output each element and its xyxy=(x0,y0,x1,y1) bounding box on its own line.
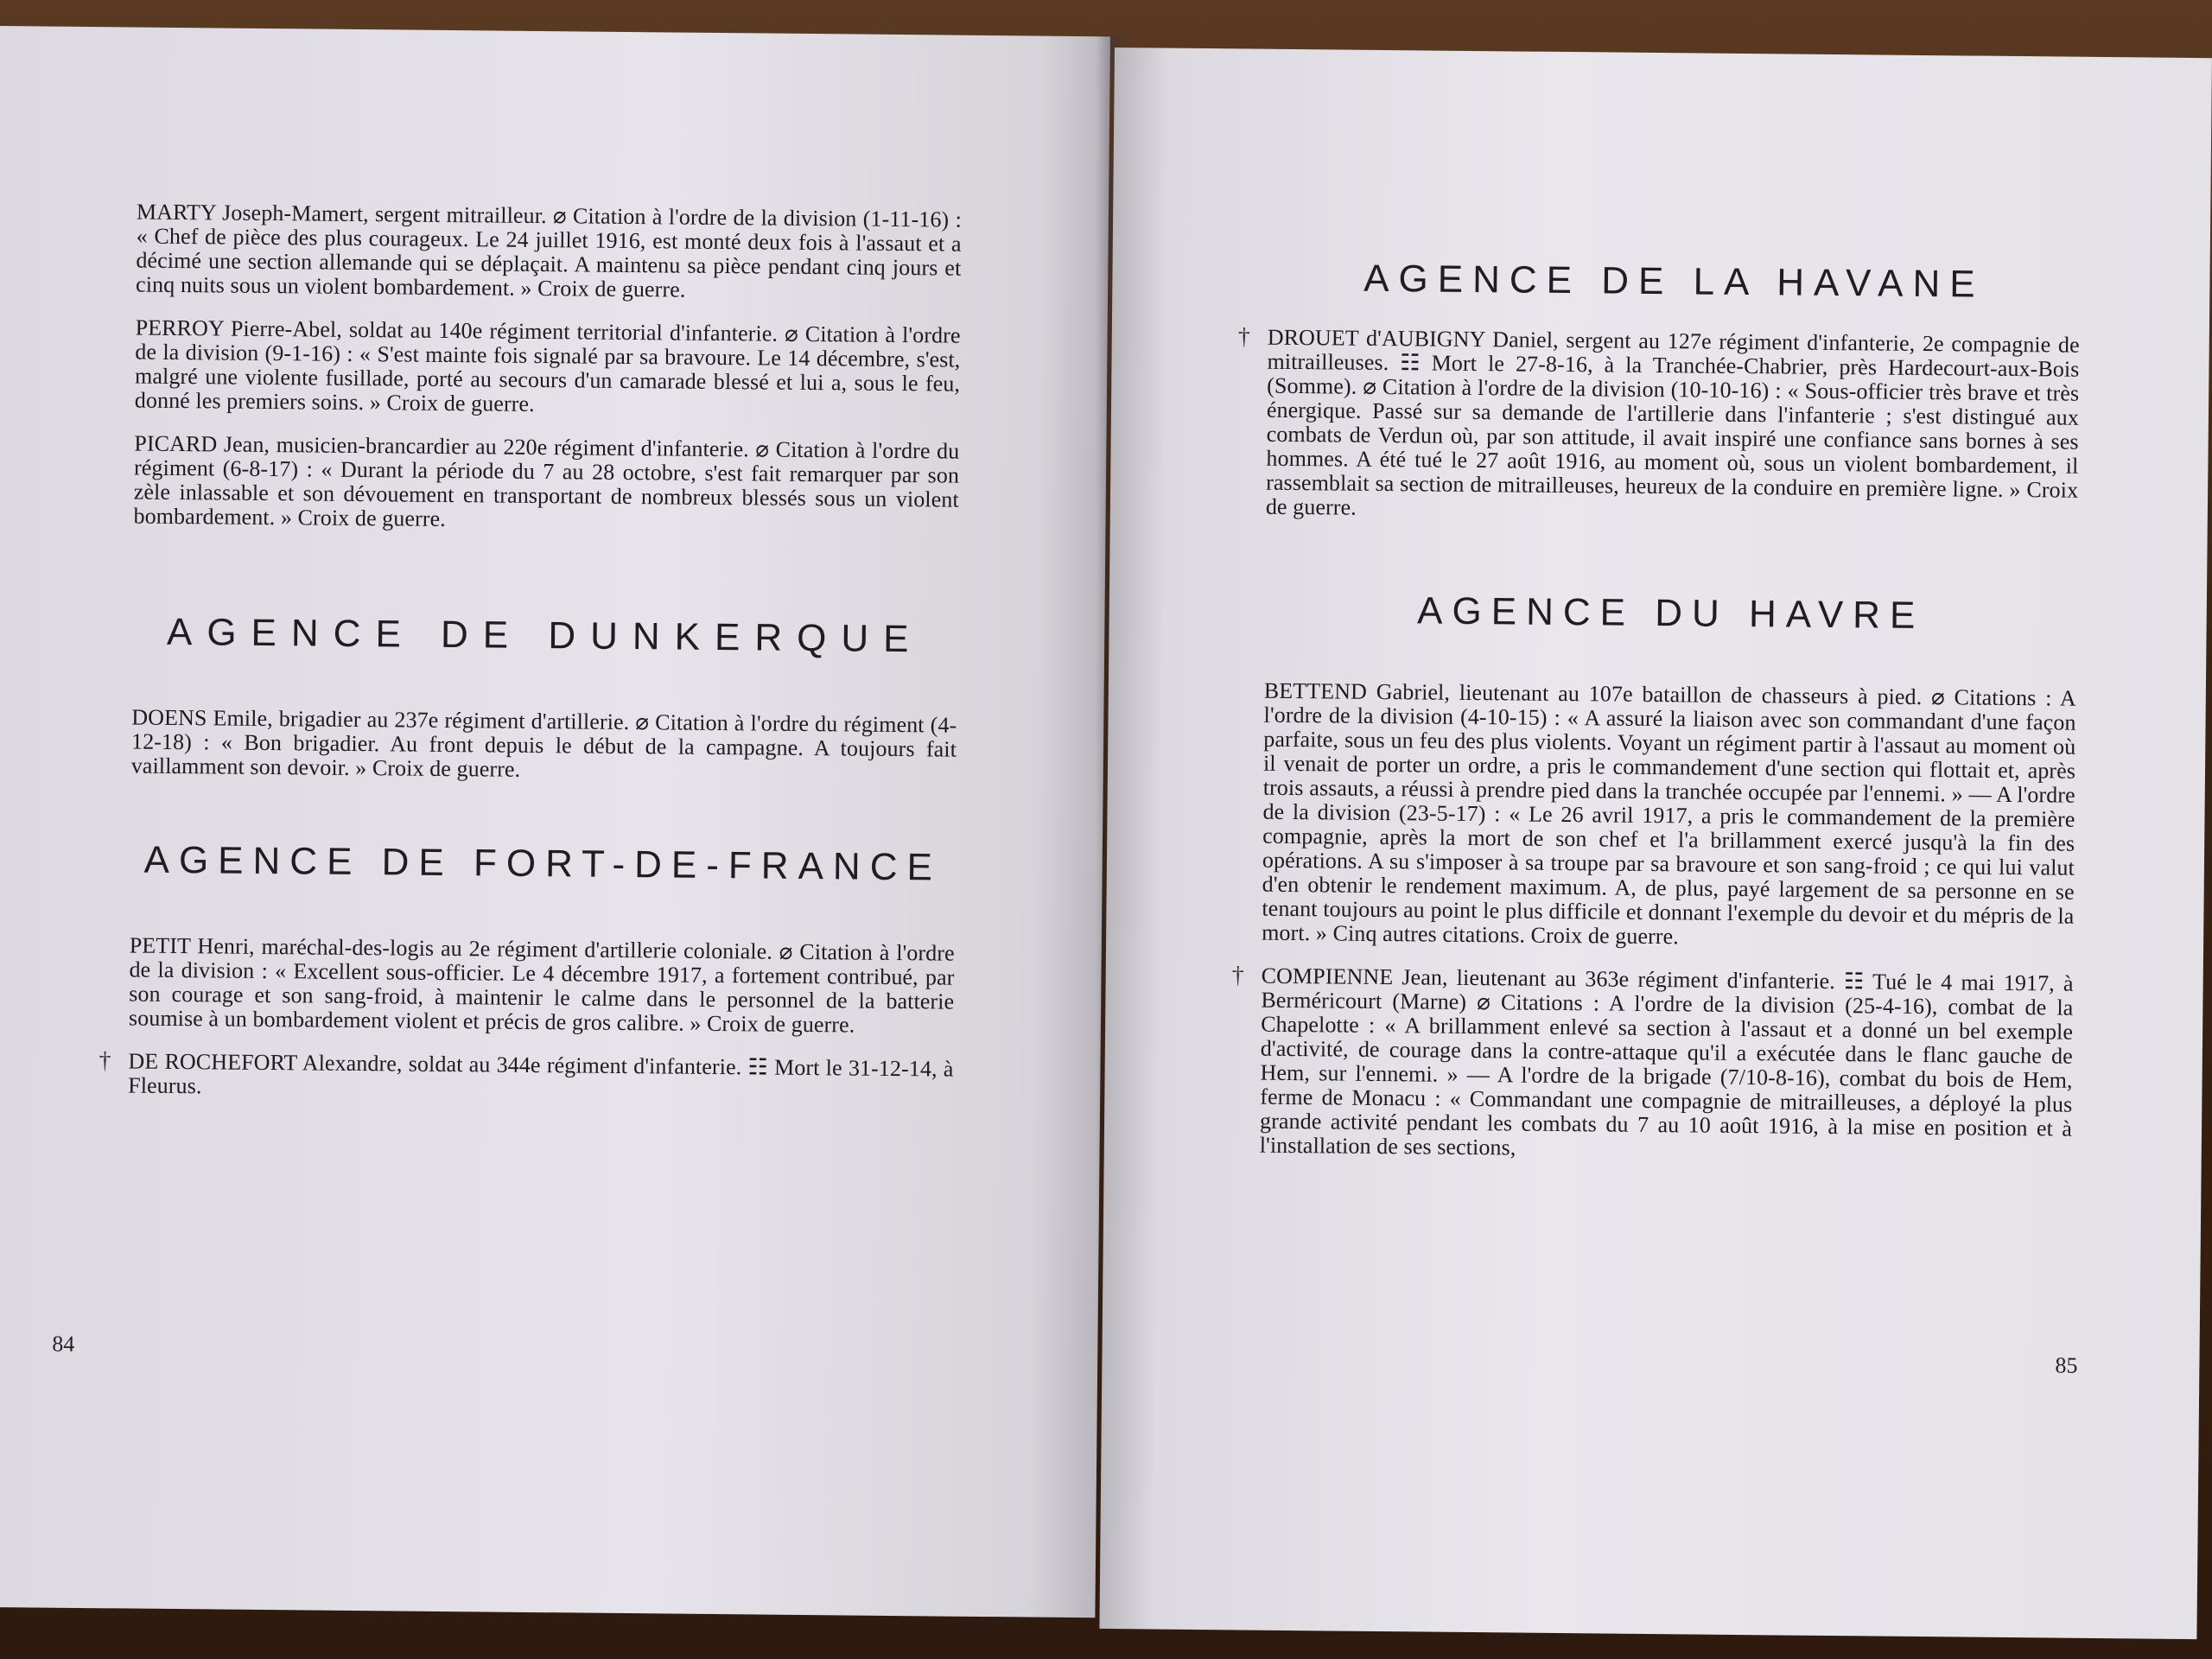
page-number: 84 xyxy=(52,1331,75,1357)
entry-petit xyxy=(129,933,955,1038)
heading-agence-de-fort-de-france: AGENCE DE FORT-DE-FRANCE xyxy=(143,838,943,889)
entry-perroy xyxy=(135,316,961,421)
heading-agence-de-dunkerque: AGENCE DE DUNKERQUE xyxy=(166,610,924,661)
right-page xyxy=(1099,48,2212,1639)
entry-name: PICARD xyxy=(134,430,218,457)
page-number: 85 xyxy=(2055,1352,2078,1378)
entry-text: Emile, brigadier au 237e régiment d'artillerie. ⌀ Citation à l'ordre du régiment (4-12-18) : « Bon brigadier. Au front depuis le début de la campagne. A toujours fait vaillamment son devoir. » Croix de guerre. xyxy=(130,705,957,782)
left-page xyxy=(0,26,1110,1618)
entry-marty xyxy=(136,200,962,305)
entry-text: Jean, musicien-brancardier au 220e régiment d'infanterie. ⌀ Citation à l'ordre du régiment (6-8-17) : « Durant la période du 7 au 28 octobre, s'est fait remarquer par son zèle inlassable et son dévouement en transportant de nombreux blessés sous un violent bombardement. » Croix de guerre. xyxy=(133,431,960,531)
entry-text: Henri, maréchal-des-logis au 2e régiment d'artillerie coloniale. ⌀ Citation à l'ordre de la division : « Excellent sous-officier. Le 4 décembre 1917, a fortement contribué, par son courage et son sang-froid, à maintenir le calme dans le personnel de la batterie soumise à un bombardement violent et précis de gros calibre. » Croix de guerre. xyxy=(128,933,955,1038)
entry-text: Alexandre, soldat au 344e régiment d'infanterie. ☷ Mort le 31-12-14, à Fleurus. xyxy=(128,1050,954,1099)
heading-agence-de-la-havane: AGENCE DE LA HAVANE xyxy=(1363,257,1985,306)
entry-name: DOENS xyxy=(131,704,207,731)
entry-drouet xyxy=(1237,323,2080,527)
entry-text: d'AUBIGNY Daniel, sergent au 127e régiment d'infanterie, 2e compagnie de mitrailleuses. ☷ Mort le 27-8-16, à la Tranchée-Chabrier, près Hardecourt-aux-Bois (Somme). ⌀ Citation à l'ordre de la division (10-10-16) : « Sous-officier très brave et très énergique. Passé sur sa demande de l'artillerie dans l'infanterie ; s'est distingué aux combats de Verdun où, par son attitude, il avait inspiré une confiance sans bornes à ses hommes. A été tué le 27 août 1916, au moment où, sous un violent bombardement, il rassemblait sa section de mitrailleuses, heureux de la conduire en première ligne. » Croix de guerre. xyxy=(1265,325,2080,520)
entry-compienne xyxy=(1231,962,2074,1166)
entry-de-rochefort xyxy=(99,1047,954,1105)
entry-name: DROUET xyxy=(1267,324,1359,351)
entry-bettend xyxy=(1262,679,2076,953)
entry-name: BETTEND xyxy=(1263,677,1368,704)
entry-name: PETIT xyxy=(129,932,191,959)
left-page-content xyxy=(99,199,963,1125)
dagger-icon: † xyxy=(1237,323,1251,351)
entry-name: PERROY xyxy=(135,315,225,341)
entry-text: Joseph-Mamert, sergent mitrailleur. ⌀ Citation à l'ordre de la division (1-11-16) : « Chef de pièce des plus courageux. Le 24 juillet 1916, est monté deux fois à l'assaut et a décimé une section allemande qui se déplaçait. A maintenu sa pièce pendant cinq jours et cinq nuits sous un violent bombardement. » Croix de guerre. xyxy=(135,200,963,302)
entry-name: DE ROCHEFORT xyxy=(128,1048,298,1076)
entry-name: MARTY xyxy=(136,199,216,226)
entry-doens xyxy=(131,705,957,785)
entry-text: Gabriel, lieutenant au 107e bataillon de chasseurs à pied. ⌀ Citations : A l'ordre de la division (4-10-15) : « A assuré la liaison avec son commandant d'une façon parfaite, sous un feu des plus violents. Voyant un régiment partir à l'assaut au moment où il venait de porter un ordre, a pris le commandement d'une section qui flottait et, après trois assauts, a réussi à prendre pied dans la tranchée occupée par l'ennemi. » — A l'ordre de la division (23-5-17) : « Le 26 avril 1917, a pris le commandement de la première compagnie, après la mort de son chef et l'a brillamment exercé jusqu'à la fin des opérations. A su s'imposer à sa troupe par sa bravoure et son sang-froid ; ce qui lui valut d'en obtenir le rendement maximum. A, de plus, payé largement de sa personne en se tenant toujours au point le plus difficile et donnant l'exemple du devoir et du mépris de la mort. » Cinq autres citations. Croix de guerre. xyxy=(1262,678,2076,950)
entry-text: Jean, lieutenant au 363e régiment d'infanterie. ☷ Tué le 4 mai 1917, à Berméricourt (Marne) ⌀ Citations : A l'ordre de la division (25-4-16), combat de la Chapelotte : « A brillamment enlevé sa section à l'assaut et a donné un bel exemple d'activité, de courage dans la contre-attaque qu'il a exécutée dans le flanc gauche de Hem, sur l'ennemi. » — A l'ordre de la brigade (7/10-8-16), combat du bois de Hem, ferme de Monacu : « Commandant une compagnie de mitrailleuses, a déployé la plus grande activité pendant les combats du 7 au 10 août 1916, à la mise en position et à l'installation de ses sections, xyxy=(1259,964,2074,1160)
heading-agence-du-havre: AGENCE DU HAVRE xyxy=(1416,589,1925,638)
entry-name: COMPIENNE xyxy=(1261,963,1394,990)
right-page-content xyxy=(1231,222,2081,1185)
dagger-icon: † xyxy=(99,1047,111,1075)
dagger-icon: † xyxy=(1231,962,1244,989)
entry-text: Pierre-Abel, soldat au 140e régiment territorial d'infanterie. ⌀ Citation à l'ordre de la division (9-1-16) : « S'est mainte fois signalé par sa bravoure. Le 14 décembre, s'est, malgré une violente fusillade, porté au secours d'un camarade blessé et lui a, sous le feu, donné les premiers soins. » Croix de guerre. xyxy=(134,315,961,416)
entry-picard xyxy=(133,432,959,537)
